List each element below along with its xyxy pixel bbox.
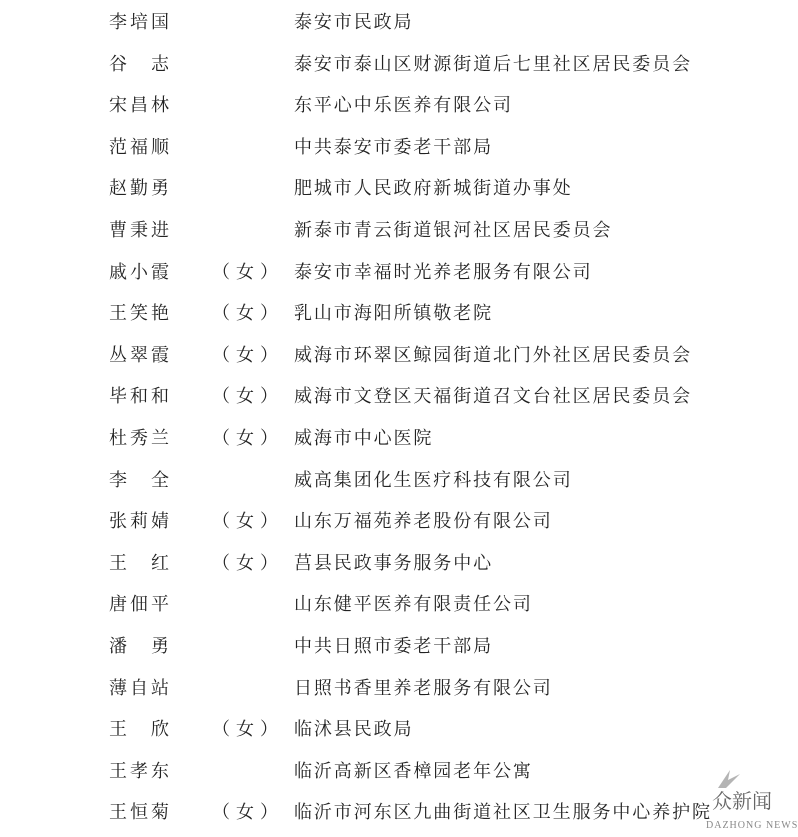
organization: 威海市中心医院 (294, 428, 434, 449)
list-item (0, 91, 785, 121)
organization: 肥城市人民政府新城街道办事处 (294, 178, 573, 200)
organization: 威海市文登区天福街道召文台社区居民委员会 (294, 386, 692, 408)
list-item (0, 715, 785, 745)
gender-note: （女） (212, 261, 284, 283)
person-name: 王欣 (109, 719, 193, 741)
person-name: 王红 (109, 552, 193, 574)
gender-note: （女） (212, 428, 284, 449)
organization: 莒县民政事务服务中心 (294, 552, 493, 574)
gender-note: （女） (212, 719, 284, 741)
list-item (0, 216, 785, 246)
list-item (0, 382, 785, 412)
list-item (0, 258, 785, 288)
person-name: 戚小霞 (109, 261, 172, 283)
list-item (0, 133, 785, 163)
person-name: 范福顺 (109, 136, 172, 158)
organization: 泰安市泰山区财源街道后七里社区居民委员会 (294, 53, 692, 75)
gender-note: （女） (212, 386, 284, 408)
person-name: 杜秀兰 (109, 428, 172, 449)
organization: 中共日照市委老干部局 (294, 636, 493, 657)
organization: 中共泰安市委老干部局 (294, 136, 493, 158)
organization: 临沂高新区香樟园老年公寓 (294, 760, 533, 782)
organization: 乳山市海阳所镇敬老院 (294, 303, 493, 325)
person-name: 丛翠霞 (109, 344, 172, 366)
person-name: 谷志 (109, 53, 193, 75)
gender-note: （女） (212, 303, 284, 325)
list-item (0, 8, 785, 38)
bird-logo-icon (716, 768, 742, 790)
list-item (0, 341, 785, 371)
gender-note: （女） (212, 511, 284, 533)
person-name: 薄自站 (109, 677, 172, 699)
organization: 山东万福苑养老股份有限公司 (294, 511, 553, 533)
person-name: 潘勇 (109, 636, 193, 657)
person-name: 张莉婧 (109, 511, 172, 533)
person-name: 李全 (109, 469, 193, 491)
person-name: 王恒菊 (109, 802, 172, 824)
organization: 东平心中乐医养有限公司 (294, 95, 513, 117)
list-item (0, 590, 785, 620)
person-name: 王孝东 (109, 760, 172, 782)
list-item (0, 798, 785, 828)
person-name: 赵勤勇 (109, 178, 172, 200)
organization: 临沭县民政局 (294, 719, 414, 741)
person-name: 王笑艳 (109, 303, 172, 325)
person-name: 毕和和 (109, 386, 172, 408)
organization: 山东健平医养有限责任公司 (294, 594, 533, 616)
gender-note: （女） (212, 802, 284, 824)
list-item (0, 632, 785, 662)
organization: 威高集团化生医疗科技有限公司 (294, 469, 573, 491)
person-name: 曹秉进 (109, 220, 172, 241)
list-item (0, 549, 785, 579)
organization: 威海市环翠区鲸园街道北门外社区居民委员会 (294, 344, 692, 366)
list-item (0, 674, 785, 704)
gender-note: （女） (212, 552, 284, 574)
organization: 泰安市民政局 (294, 12, 414, 33)
watermark-subtext: DAZHONG NEWS (706, 820, 798, 831)
list-item (0, 424, 785, 454)
person-name: 李培国 (109, 12, 172, 33)
gender-note: （女） (212, 344, 284, 366)
list-item (0, 50, 785, 80)
person-name: 宋昌林 (109, 95, 172, 117)
list-item (0, 757, 785, 787)
list-item (0, 507, 785, 537)
organization: 新泰市青云街道银河社区居民委员会 (294, 220, 613, 241)
person-name: 唐佃平 (109, 594, 172, 616)
list-item (0, 466, 785, 496)
list-item (0, 174, 785, 204)
watermark-text: 众新闻 (712, 789, 772, 813)
list-item (0, 299, 785, 329)
organization: 日照书香里养老服务有限公司 (294, 677, 553, 699)
organization: 临沂市河东区九曲街道社区卫生服务中心养护院 (294, 802, 712, 824)
organization: 泰安市幸福时光养老服务有限公司 (294, 261, 593, 283)
